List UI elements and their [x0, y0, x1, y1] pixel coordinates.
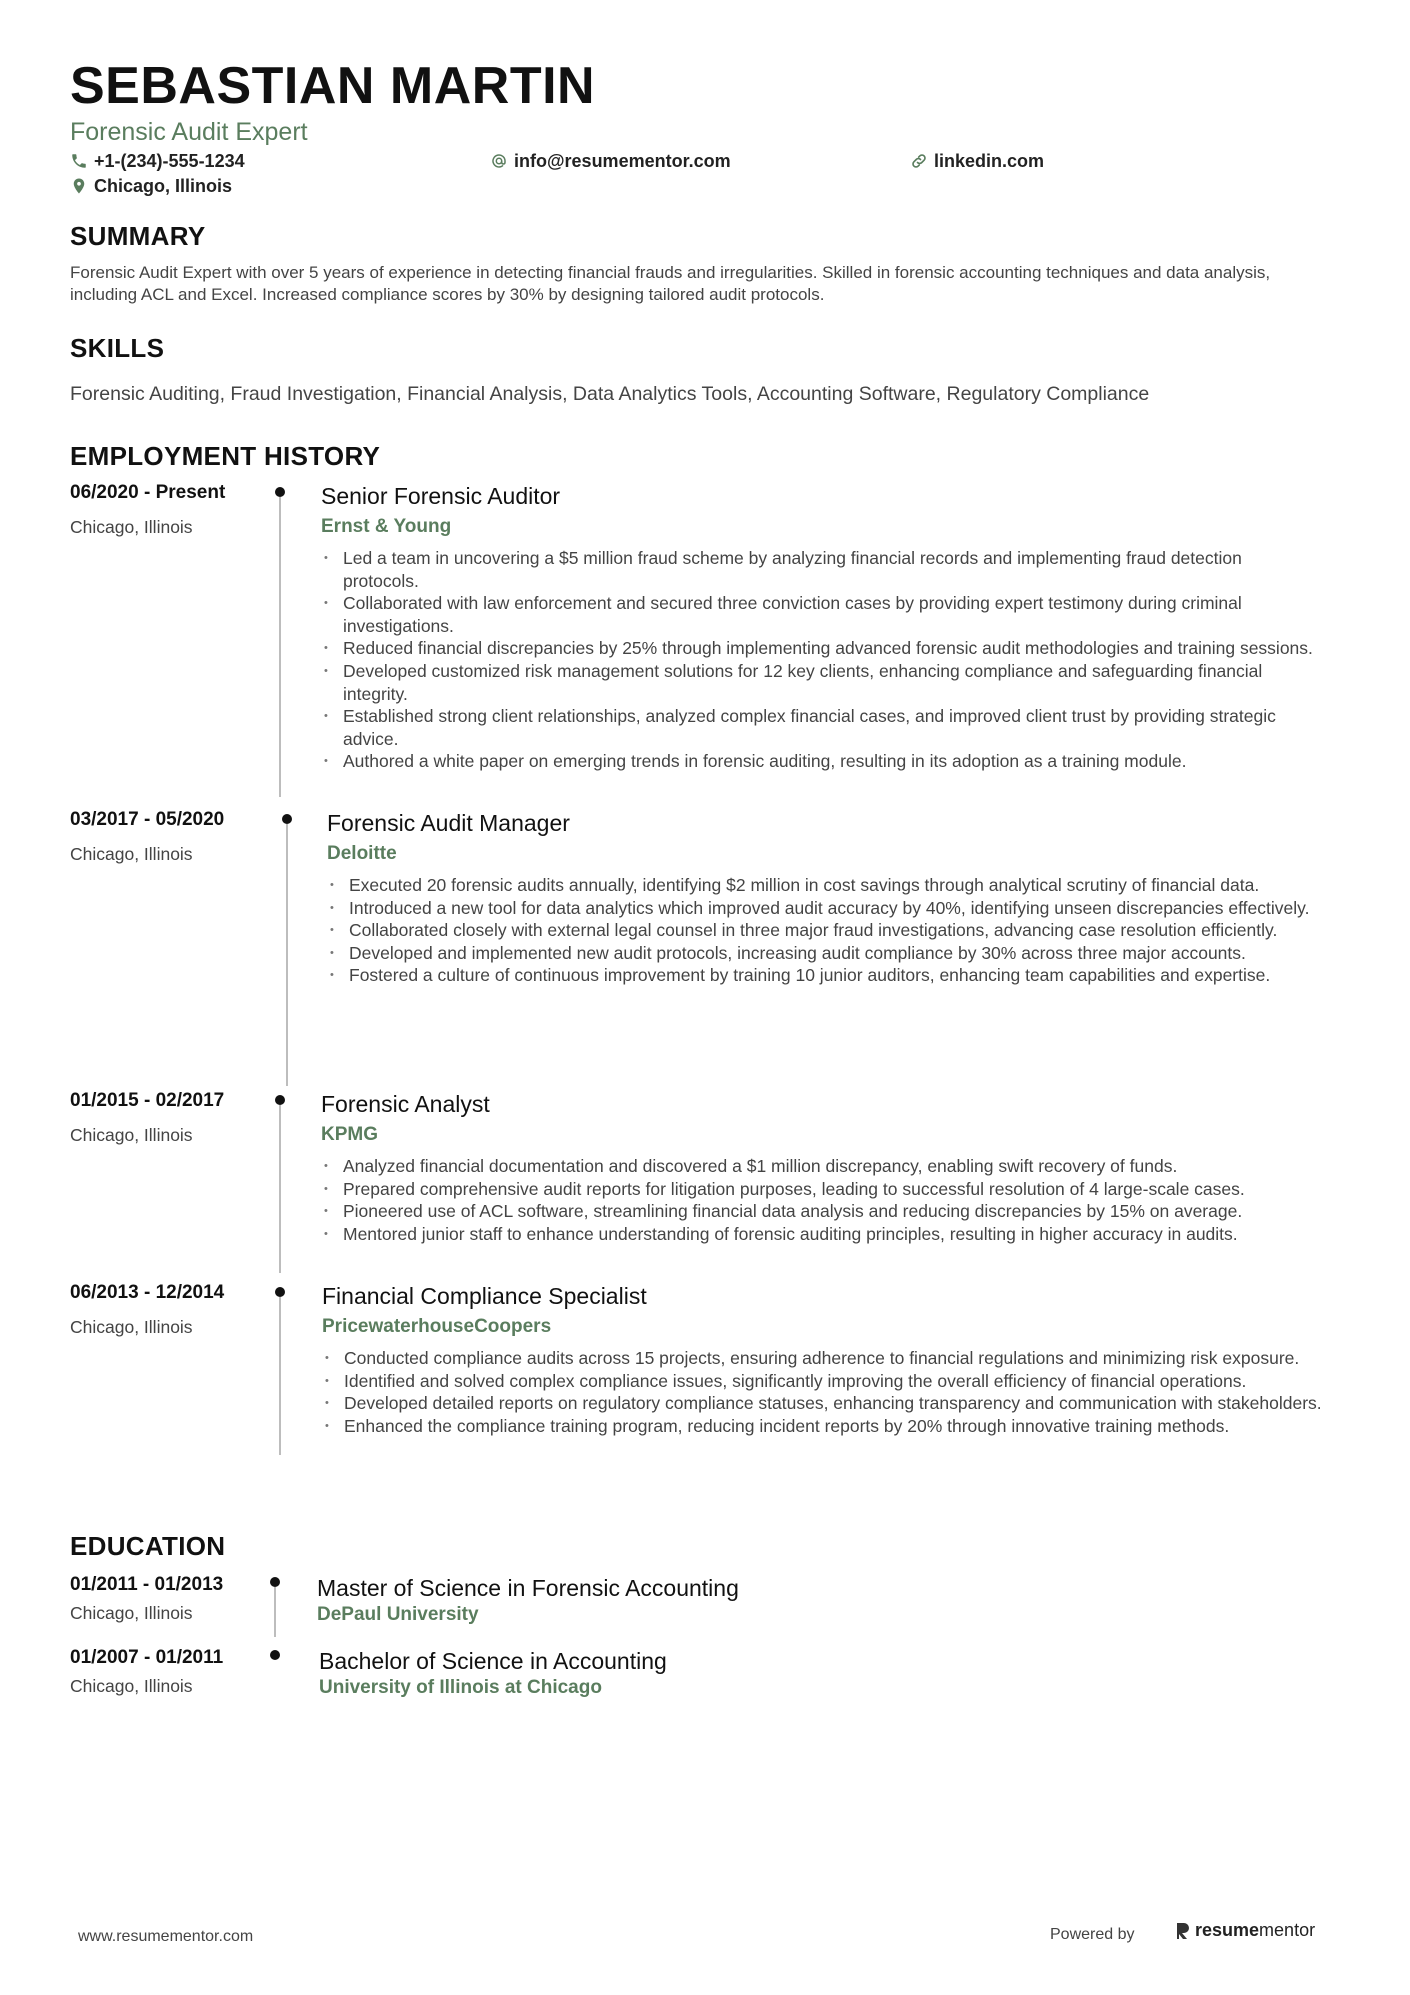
education-degree: Master of Science in Forensic Accounting: [317, 1575, 739, 1601]
phone-contact[interactable]: [70, 149, 245, 173]
list-item: • Developed customized risk management solutions for 12 key clients, enhancing compliance and safeguarding financial integrity.: [321, 660, 1321, 705]
education-location: Chicago, Illinois: [70, 1603, 193, 1623]
list-item: • Collaborated closely with external legal counsel in three major fraud investigations, advancing case resolution efficiently.: [327, 919, 1327, 942]
phone-icon: [70, 152, 88, 170]
candidate-title: Forensic Audit Expert: [70, 118, 308, 146]
list-item: • Executed 20 forensic audits annually, identifying $2 million in cost savings through analytical scrutiny of financial data.: [327, 874, 1327, 897]
timeline-line: [286, 824, 288, 1086]
email-text: info@resumementor.com: [514, 151, 731, 171]
job-company: Ernst & Young: [321, 516, 452, 537]
link-icon: [910, 152, 928, 170]
footer-brand-logo: [1175, 1920, 1315, 1941]
summary-text: Forensic Audit Expert with over 5 years of experience in detecting financial frauds and irregularities. Skilled in forensic accounting techniques and data analysis, including ACL and Excel. Increased compliance scores by 30% by designing tailored audit protocols.: [70, 263, 1271, 304]
list-item: • Authored a white paper on emerging trends in forensic auditing, resulting in its adoption as a training module.: [321, 750, 1321, 773]
job-location: Chicago, Illinois: [70, 1125, 193, 1145]
employment-heading: EMPLOYMENT HISTORY: [70, 441, 381, 471]
location-text: Chicago, Illinois: [94, 176, 233, 196]
timeline-line: [279, 1297, 281, 1455]
job-bullets: [322, 1347, 1332, 1437]
list-item: • Introduced a new tool for data analytics which improved audit accuracy by 40%, identifying unseen discrepancies effectively.: [327, 897, 1327, 920]
education-location: Chicago, Illinois: [70, 1676, 193, 1696]
job-role: Financial Compliance Specialist: [322, 1283, 647, 1309]
list-item: • Fostered a culture of continuous improvement by training 10 junior auditors, enhancing team capabilities and expertise.: [327, 964, 1327, 987]
location-pin-icon: [70, 177, 88, 195]
footer-website[interactable]: www.resumementor.com: [78, 1928, 254, 1945]
candidate-name: SEBASTIAN MARTIN: [70, 57, 596, 115]
education-school: DePaul University: [317, 1604, 479, 1625]
timeline-dot: [270, 1577, 280, 1587]
job-location: Chicago, Illinois: [70, 844, 193, 864]
timeline-line: [274, 1587, 276, 1637]
timeline-dot: [275, 1287, 285, 1297]
brand-name-light: mentor: [1259, 1920, 1316, 1940]
timeline-dot: [275, 487, 285, 497]
list-item: • Enhanced the compliance training program, reducing incident reports by 20% through innovative training methods.: [322, 1415, 1332, 1438]
location-contact: [70, 174, 232, 198]
footer-powered-by: Powered by: [1050, 1926, 1135, 1943]
education-date: 01/2011 - 01/2013: [70, 1574, 224, 1595]
education-heading: EDUCATION: [70, 1531, 226, 1561]
job-bullets: [321, 547, 1321, 773]
skills-heading: SKILLS: [70, 333, 165, 363]
list-item: • Conducted compliance audits across 15 projects, ensuring adherence to financial regulations and minimizing risk exposure.: [322, 1347, 1332, 1370]
list-item: • Collaborated with law enforcement and secured three conviction cases by providing expert testimony during criminal investigations.: [321, 592, 1321, 637]
timeline-line: [279, 1105, 281, 1273]
job-bullets: [321, 1155, 1331, 1245]
job-location: Chicago, Illinois: [70, 517, 193, 537]
education-degree: Bachelor of Science in Accounting: [319, 1648, 667, 1674]
timeline-line: [279, 497, 281, 797]
list-item: • Pioneered use of ACL software, streamlining financial data analysis and reducing discrepancies by 15% on average.: [321, 1200, 1331, 1223]
job-location: Chicago, Illinois: [70, 1317, 193, 1337]
job-date: 03/2017 - 05/2020: [70, 809, 225, 830]
list-item: • Reduced financial discrepancies by 25% through implementing advanced forensic audit methodologies and training sessions.: [321, 637, 1321, 660]
job-role: Senior Forensic Auditor: [321, 483, 561, 509]
list-item: • Analyzed financial documentation and discovered a $1 million discrepancy, enabling swift recovery of funds.: [321, 1155, 1331, 1178]
linkedin-text: linkedin.com: [934, 151, 1045, 171]
job-company: PricewaterhouseCoopers: [322, 1316, 552, 1337]
skills-text: Forensic Auditing, Fraud Investigation, Financial Analysis, Data Analytics Tools, Accounting Software, Regulatory Compliance: [70, 383, 1150, 405]
list-item: • Prepared comprehensive audit reports for litigation purposes, leading to successful resolution of 4 large-scale cases.: [321, 1178, 1331, 1201]
job-company: Deloitte: [327, 843, 397, 864]
list-item: • Led a team in uncovering a $5 million fraud scheme by analyzing financial records and implementing fraud detection protocols.: [321, 547, 1321, 592]
job-date: 01/2015 - 02/2017: [70, 1090, 225, 1111]
education-date: 01/2007 - 01/2011: [70, 1647, 224, 1668]
education-school: University of Illinois at Chicago: [319, 1677, 602, 1698]
list-item: • Mentored junior staff to enhance understanding of forensic auditing principles, resulting in higher accuracy in audits.: [321, 1223, 1331, 1246]
at-icon: [490, 152, 508, 170]
list-item: • Developed detailed reports on regulatory compliance statuses, enhancing transparency and communication with stakeholders.: [322, 1392, 1332, 1415]
timeline-dot: [282, 814, 292, 824]
list-item: • Identified and solved complex compliance issues, significantly improving the overall efficiency of financial operations.: [322, 1370, 1332, 1393]
timeline-dot: [270, 1650, 280, 1660]
list-item: • Developed and implemented new audit protocols, increasing audit compliance by 30% across three major accounts.: [327, 942, 1327, 965]
job-date: 06/2020 - Present: [70, 482, 226, 503]
email-contact[interactable]: [490, 149, 731, 173]
list-item: • Established strong client relationships, analyzed complex financial cases, and improved client trust by providing strategic advice.: [321, 705, 1321, 750]
job-role: Forensic Audit Manager: [327, 810, 570, 836]
brand-logo-icon: [1175, 1921, 1191, 1941]
job-role: Forensic Analyst: [321, 1091, 490, 1117]
job-date: 06/2013 - 12/2014: [70, 1282, 225, 1303]
linkedin-contact[interactable]: [910, 149, 1044, 173]
job-bullets: [327, 874, 1327, 987]
brand-name-bold: resume: [1195, 1920, 1260, 1940]
summary-heading: SUMMARY: [70, 221, 206, 251]
phone-text: +1-(234)-555-1234: [94, 151, 245, 171]
job-company: KPMG: [321, 1124, 378, 1145]
timeline-dot: [275, 1095, 285, 1105]
